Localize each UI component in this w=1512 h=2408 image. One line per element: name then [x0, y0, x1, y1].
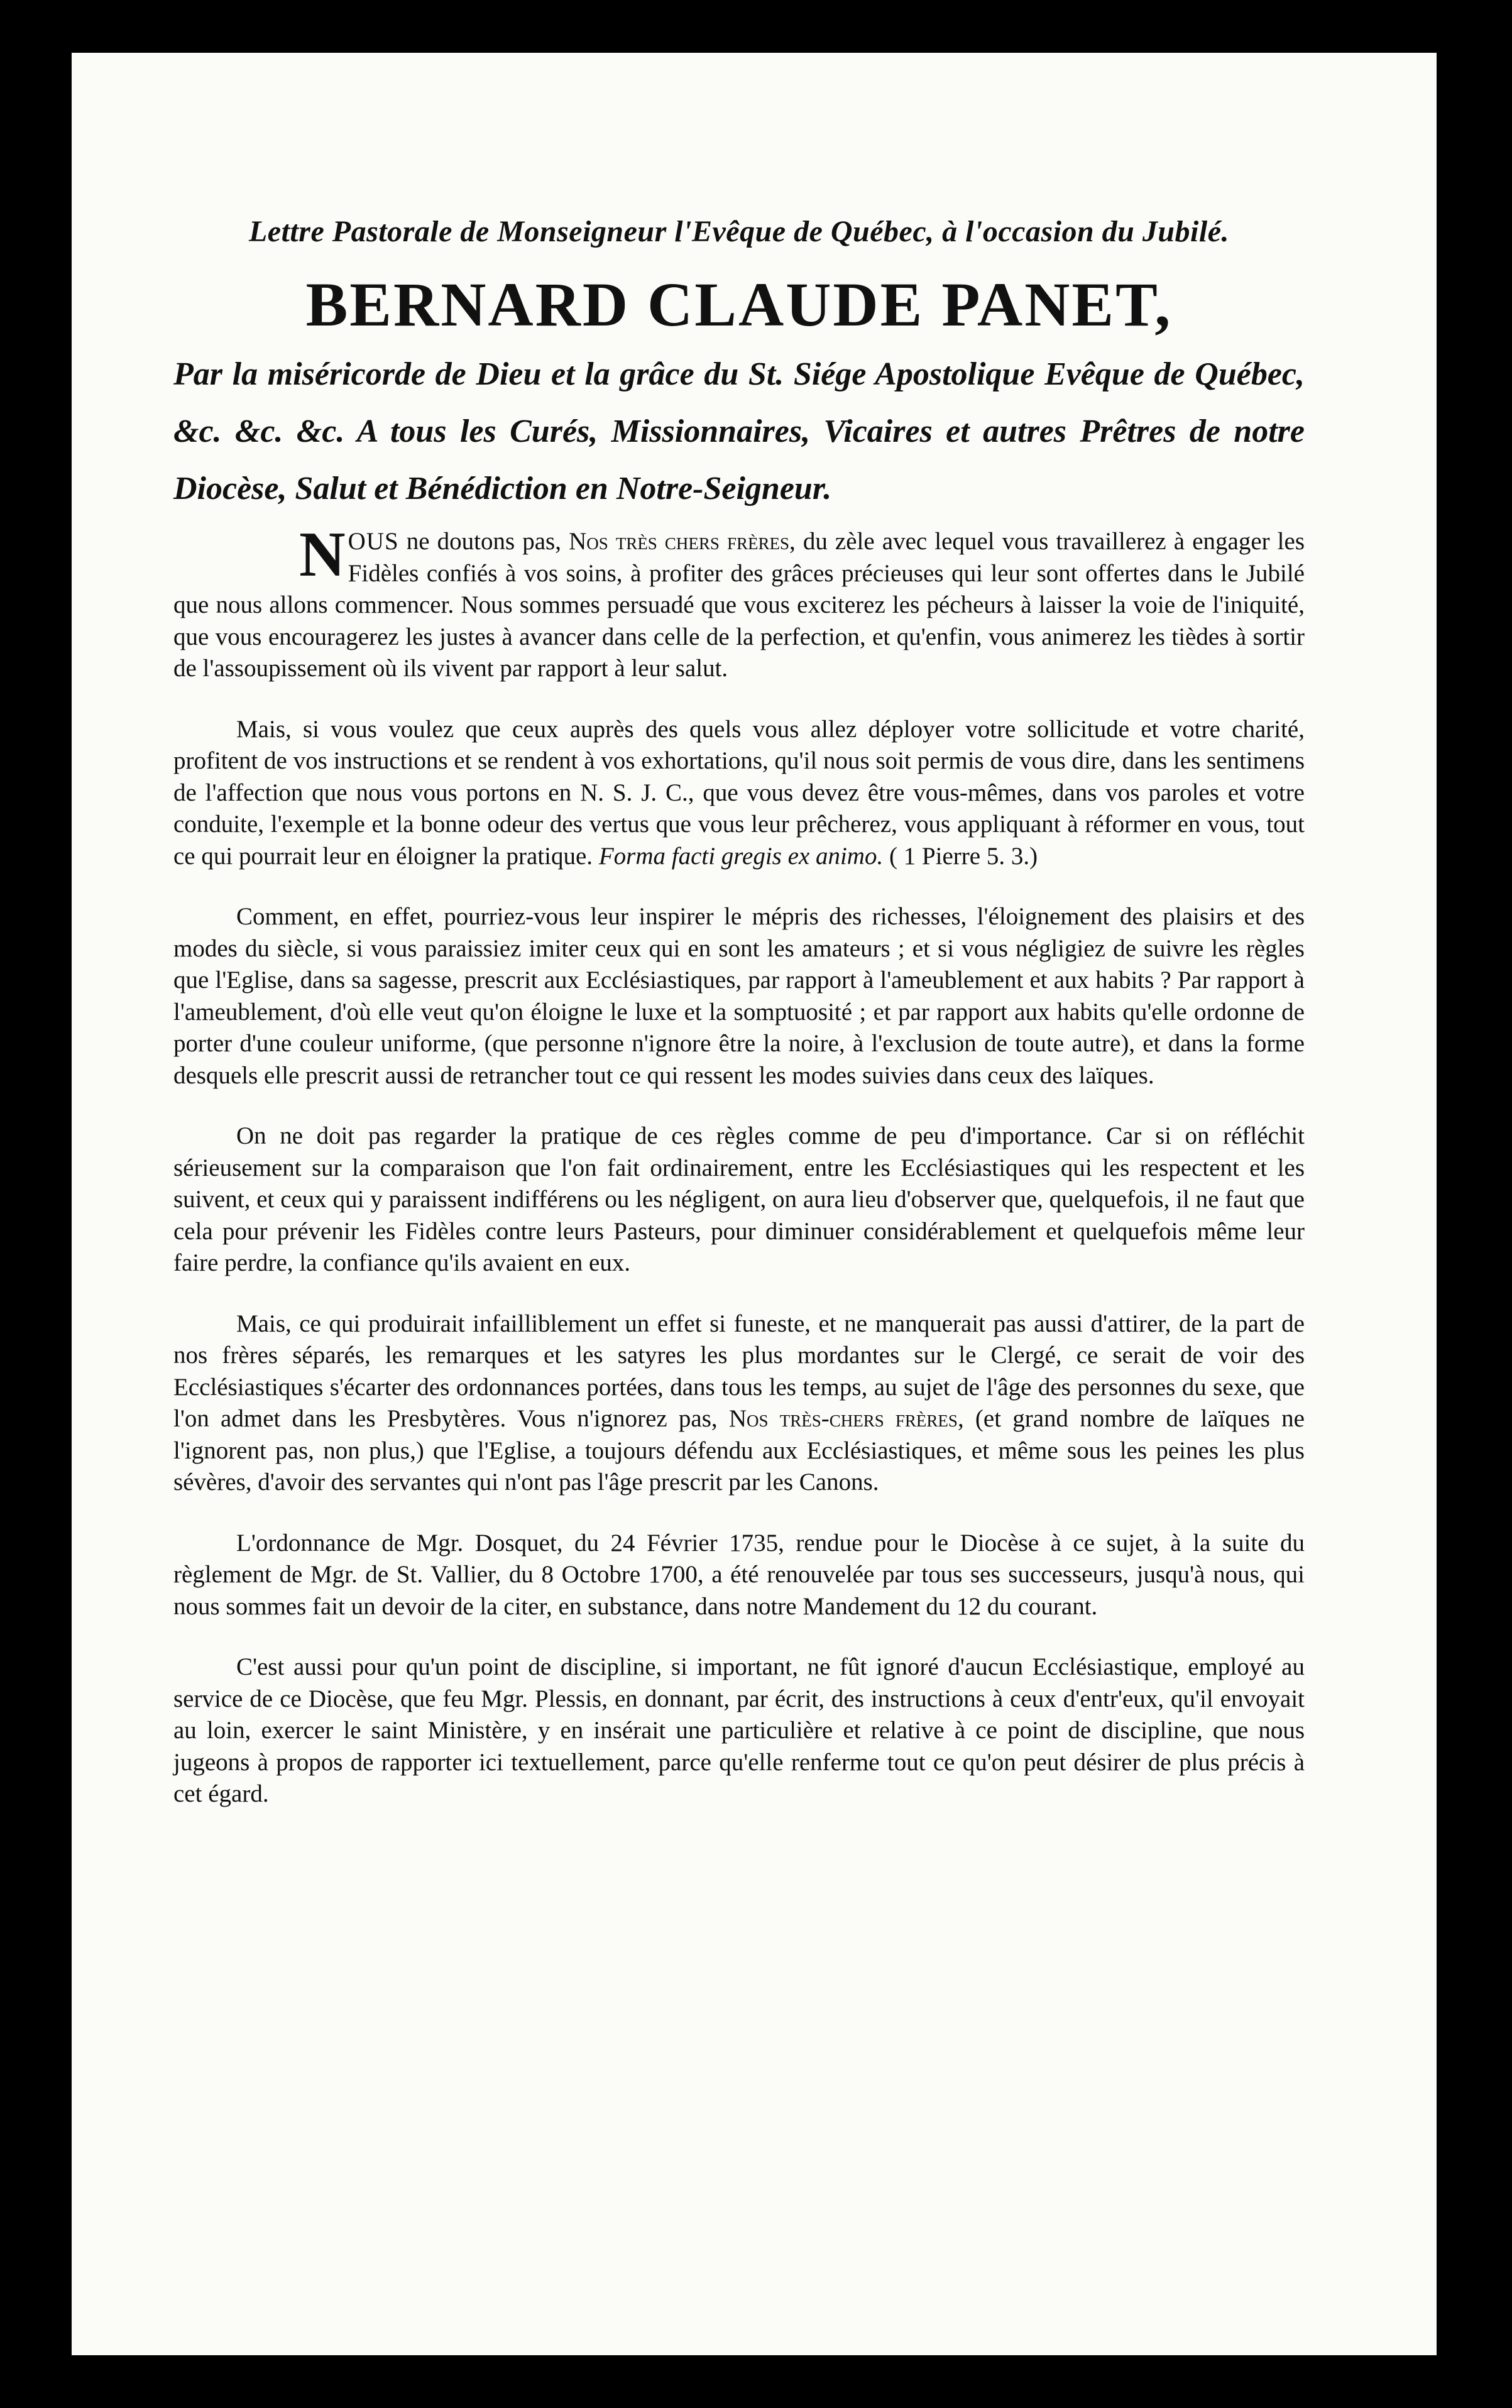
bishop-name: BERNARD CLAUDE PANET, [305, 270, 1173, 339]
paragraph-2 [173, 714, 1305, 873]
letter-body [173, 519, 1305, 1810]
paragraph-2-text: Mais, si vous voulez que ceux auprès des quels vous allez déployer votre sollicitude et votre charité, profitent de vos instructions et se rendent à vos exhortations, qu'il nous soit permis de vous dire, dans les sentimens de l'affection que nous vous portons en N. S. J. C., que vous devez être vous-mêmes, dans vos paroles et votre conduite, l'exemple et la bonne odeur des vertus que vous leur prêcherez, vous appliquant à réformer en vous, tout ce qui pourrait leur en éloigner la pratique. [173, 715, 1305, 870]
latin-quote: Forma facti gregis ex animo. [598, 842, 884, 870]
paragraph-5-text-a: Mais, ce qui produirait infailliblement un effet si funeste, et ne manquerait pas aussi d'attirer, de la part de nos frères séparés, les remarques et les satyres les plus mordantes sur le Clergé, ce serait de voir des Ecclésiastiques s'écarter des ordonnances portées, dans tous les temps, au sujet de l'âge des personnes du sexe, que l'on admet dans les Presbytères. Vous n'ignorez pas, [173, 1310, 1305, 1432]
salutation-address: Nos très chers frères [569, 528, 790, 555]
document-content [173, 210, 1305, 1839]
bishop-style-address: Par la miséricorde de Dieu et la grâce du St. Siége Apostolique Evêque de Québec, &c. &c. &c. A tous les Curés, Missionnaires, Vicaires et autres Prêtres de notre Diocèse, Salut et Bénédiction en Notre-Seigneur. [173, 356, 1305, 506]
paragraph-4: On ne doit pas regarder la pratique de ces règles comme de peu d'importance. Car si on réfléchit sérieusement sur la comparaison que l'on fait ordinairement, entre les Ecclésiastiques qui les respectent et les suivent, et ceux qui y paraissent indifférens ou les négligent, on aura lieu d'observer que, quelquefois, il ne faut que cela pour prévenir les Fidèles contre leurs Pasteurs, pour diminuer considérablement et quelquefois même leur faire perdre, la confiance qu'ils avaient en eux. [173, 1122, 1305, 1276]
paragraph-1-text-b: , du zèle avec lequel vous travaillerez à engager les Fidèles confiés à vos soins, à profiter des grâces précieuses qui leur sont offertes dans le Jubilé que nous allons commencer. Nous sommes persuadé que vous exciterez les pécheurs à laisser la voie de l'iniquité, que vous encouragerez les justes à avancer dans celle de la perfection, et qu'enfin, vous animerez les tièdes à sortir de l'assoupissement où ils vivent par rapport à leur salut. [173, 528, 1305, 682]
document-heading: Lettre Pastorale de Monseigneur l'Evêque de Québec, à l'occasion du Jubilé. [248, 215, 1230, 248]
salutation-address-2: Nos très-chers frères [728, 1405, 958, 1432]
document-page [72, 53, 1437, 2355]
paragraph-3: Comment, en effet, pourriez-vous leur inspirer le mépris des richesses, l'éloignement des plaisirs et des modes du siècle, si vous paraissiez imiter ceux qui en sont les amateurs ; et si vous négligiez de suivre les règles que l'Eglise, dans sa sagesse, prescrit aux Ecclésiastiques, par rapport à l'ameublement et aux habits ? Par rapport à l'ameublement, d'où elle veut qu'on éloigne le luxe et la somptuosité ; et par rapport aux habits qu'elle ordonne de porter d'une couleur uniforme, (que personne n'ignore être la noire, à l'exclusion de toute autre), et dans la forme desquels elle prescrit aussi de retrancher tout ce qui ressent les modes suivies dans ceux des laïques. [173, 903, 1305, 1089]
paragraph-5 [173, 1308, 1305, 1499]
drop-cap: N [299, 519, 346, 590]
paragraph-5-text-b: , (et grand nombre de laïques ne l'ignorent pas, non plus,) que l'Eglise, a toujours défendu aux Ecclésiastiques, et même sous les peines les plus sévères, d'avoir des servantes qui n'ont pas l'âge prescrit par les Canons. [173, 1405, 1305, 1496]
paragraph-1 [173, 519, 1305, 685]
paragraph-6: L'ordonnance de Mgr. Dosquet, du 24 Février 1735, rendue pour le Diocèse à ce sujet, à la suite du règlement de Mgr. de St. Vallier, du 8 Octobre 1700, a été renouvelée par tous ses successeurs, jusqu'à nous, qui nous sommes fait un devoir de la citer, en substance, dans notre Mandement du 12 du courant. [173, 1529, 1305, 1620]
paragraph-7: C'est aussi pour qu'un point de discipline, si important, ne fût ignoré d'aucun Ecclésiastique, employé au service de ce Diocèse, que feu Mgr. Plessis, en donnant, par écrit, des instructions à ceux d'entr'eux, qu'il envoyait au loin, exercer le saint Ministère, y en insérait une particulière et relative à ce point de discipline, que nous jugeons à propos de rapporter ici textuellement, parce qu'elle renferme tout ce qu'on peut désirer de plus précis à cet égard. [173, 1653, 1305, 1807]
lead-word: OUS [348, 528, 399, 555]
scripture-reference: ( 1 Pierre 5. 3.) [883, 842, 1038, 870]
paragraph-1-text-a: ne doutons pas, [398, 528, 569, 555]
